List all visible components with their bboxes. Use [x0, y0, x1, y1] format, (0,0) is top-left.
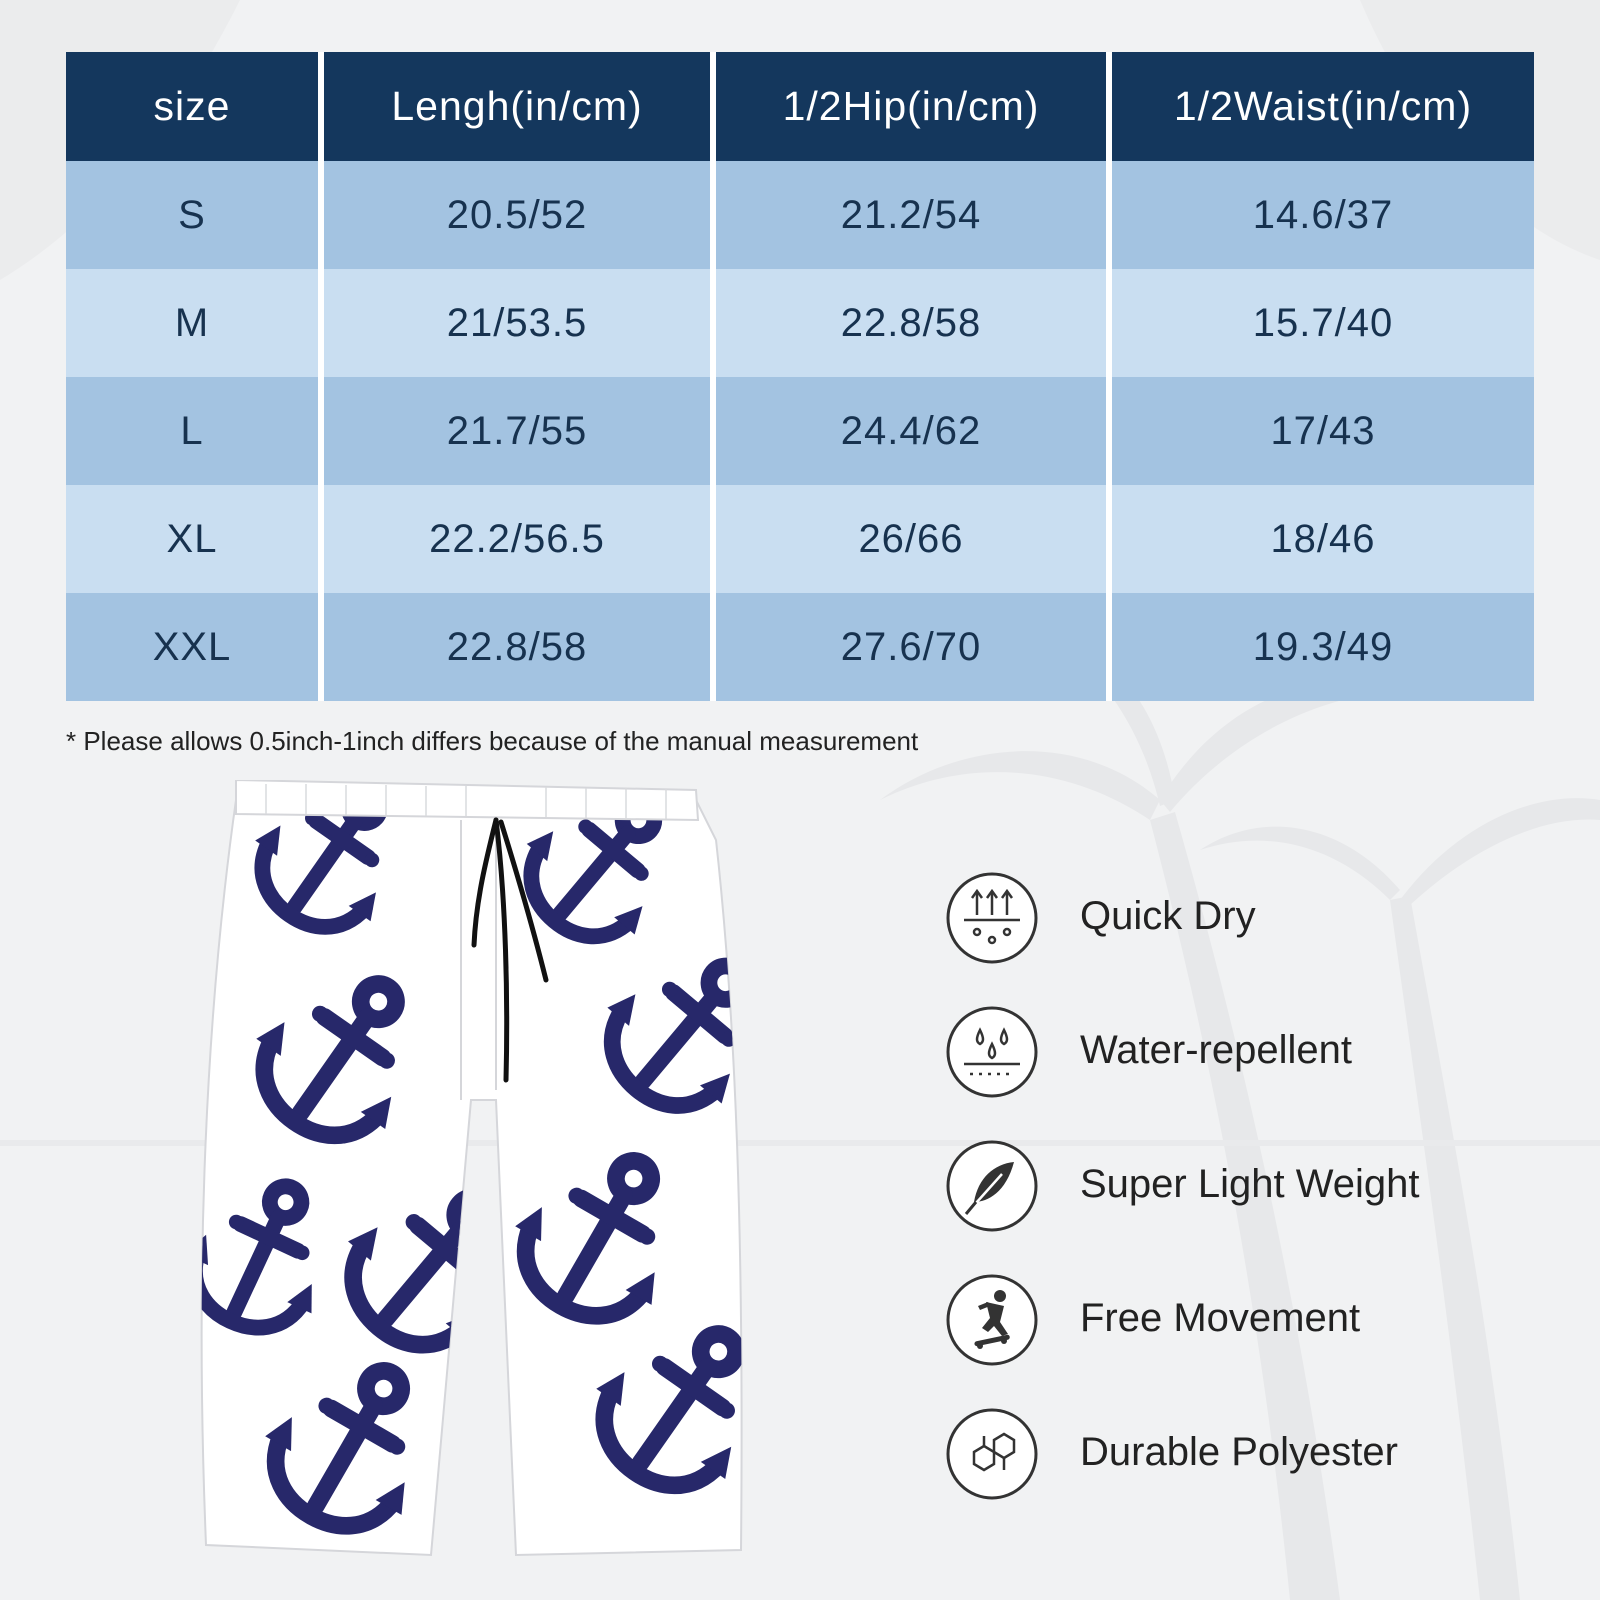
table-row	[66, 593, 1534, 701]
water-drops-icon	[944, 1004, 1040, 1100]
feature-item-water-repellent	[944, 1004, 1564, 1100]
size-cell: S	[66, 161, 324, 269]
feature-item-light-weight	[944, 1138, 1564, 1234]
feature-item-durable-polyester	[944, 1406, 1564, 1502]
length-cell: 22.8/58	[324, 593, 716, 701]
table-row	[66, 485, 1534, 593]
feather-icon	[944, 1138, 1040, 1234]
size-cell: L	[66, 377, 324, 485]
waist-cell: 19.3/49	[1112, 593, 1534, 701]
feature-item-free-movement	[944, 1272, 1564, 1368]
hip-cell: 21.2/54	[716, 161, 1112, 269]
table-row	[66, 269, 1534, 377]
length-cell: 22.2/56.5	[324, 485, 716, 593]
table-header-row	[66, 52, 1534, 161]
waist-cell: 14.6/37	[1112, 161, 1534, 269]
size-cell: M	[66, 269, 324, 377]
molecule-icon	[944, 1406, 1040, 1502]
feature-label: Quick Dry	[1080, 894, 1256, 938]
table-row	[66, 161, 1534, 269]
waist-cell: 17/43	[1112, 377, 1534, 485]
feature-label: Durable Polyester	[1080, 1430, 1398, 1474]
hip-cell: 22.8/58	[716, 269, 1112, 377]
size-cell: XL	[66, 485, 324, 593]
feature-label: Water-repellent	[1080, 1028, 1352, 1072]
feature-item-quick-dry	[944, 870, 1564, 966]
swim-shorts-image	[196, 780, 776, 1580]
table-row	[66, 377, 1534, 485]
hip-cell: 27.6/70	[716, 593, 1112, 701]
hip-cell: 24.4/62	[716, 377, 1112, 485]
header-half-hip: 1/2Hip(in/cm)	[716, 52, 1112, 161]
quick-dry-icon	[944, 870, 1040, 966]
size-chart-table	[66, 52, 1534, 701]
header-half-waist: 1/2Waist(in/cm)	[1112, 52, 1534, 161]
header-length: Lengh(in/cm)	[324, 52, 716, 161]
skateboarder-icon	[944, 1272, 1040, 1368]
size-cell: XXL	[66, 593, 324, 701]
length-cell: 20.5/52	[324, 161, 716, 269]
feature-label: Super Light Weight	[1080, 1162, 1420, 1206]
feature-label: Free Movement	[1080, 1296, 1361, 1340]
waist-cell: 18/46	[1112, 485, 1534, 593]
length-cell: 21.7/55	[324, 377, 716, 485]
measurement-note: * Please allows 0.5inch-1inch differs because of the manual measurement	[66, 726, 919, 756]
length-cell: 21/53.5	[324, 269, 716, 377]
hip-cell: 26/66	[716, 485, 1112, 593]
header-size: size	[66, 52, 324, 161]
waist-cell: 15.7/40	[1112, 269, 1534, 377]
